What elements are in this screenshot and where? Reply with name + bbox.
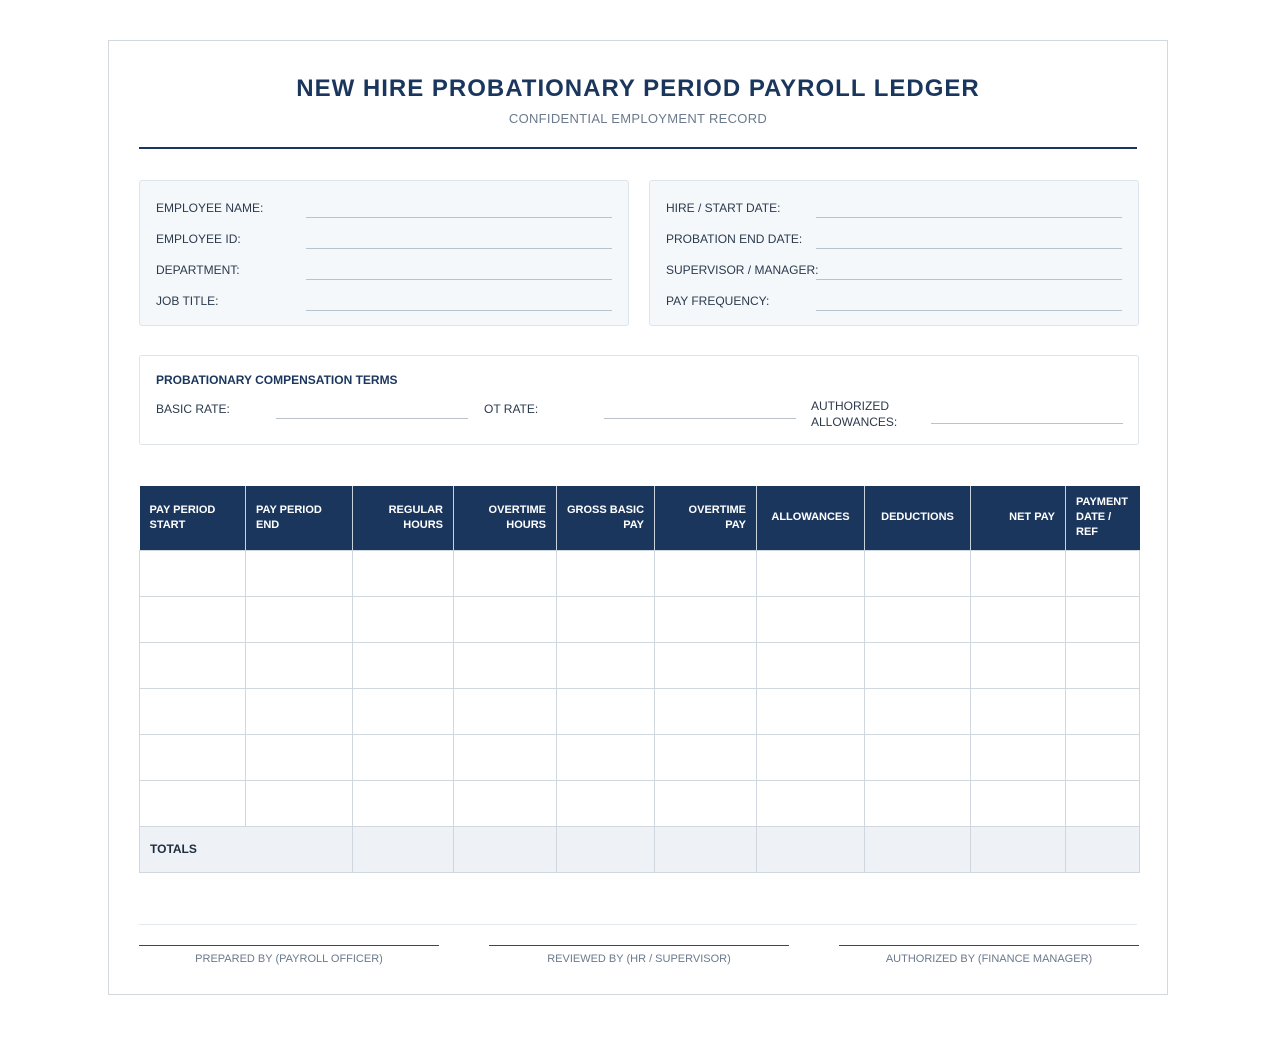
- department-label: DEPARTMENT:: [156, 263, 240, 277]
- ledger-cell[interactable]: [454, 550, 557, 596]
- col-payment-date-ref: PAYMENT DATE / REF: [1066, 486, 1140, 550]
- signature-line-authorized[interactable]: [839, 945, 1139, 946]
- ledger-cell[interactable]: [655, 550, 757, 596]
- ledger-cell[interactable]: [454, 734, 557, 780]
- totals-label: TOTALS: [140, 826, 353, 872]
- ledger-cell[interactable]: [140, 596, 246, 642]
- ledger-cell[interactable]: [557, 596, 655, 642]
- ledger-cell[interactable]: [757, 550, 865, 596]
- totals-cell[interactable]: [757, 826, 865, 872]
- compensation-terms-box: [139, 355, 1139, 445]
- col-overtime-hours: OVERTIME HOURS: [454, 486, 557, 550]
- ledger-cell[interactable]: [353, 642, 454, 688]
- totals-cell[interactable]: [557, 826, 655, 872]
- ledger-cell[interactable]: [655, 642, 757, 688]
- ledger-cell[interactable]: [865, 734, 971, 780]
- footer-divider: [139, 924, 1137, 925]
- terms-title: PROBATIONARY COMPENSATION TERMS: [156, 373, 398, 387]
- ledger-cell[interactable]: [353, 688, 454, 734]
- table-row: [140, 734, 1140, 780]
- ledger-cell[interactable]: [246, 596, 353, 642]
- pay-frequency-label: PAY FREQUENCY:: [666, 294, 770, 308]
- hire-date-row: [666, 201, 1122, 223]
- department-field[interactable]: [306, 279, 612, 280]
- col-gross-basic-pay: GROSS BASIC PAY: [557, 486, 655, 550]
- ledger-cell[interactable]: [246, 734, 353, 780]
- hire-date-field[interactable]: [816, 217, 1122, 218]
- job-title-row: [156, 294, 612, 316]
- ledger-body: [140, 550, 1140, 872]
- department-row: [156, 263, 612, 285]
- table-row: [140, 596, 1140, 642]
- ledger-cell[interactable]: [454, 596, 557, 642]
- col-net-pay: NET PAY: [971, 486, 1066, 550]
- signature-prepared: [139, 945, 439, 965]
- signature-line-prepared[interactable]: [139, 945, 439, 946]
- allowances-field[interactable]: [931, 423, 1123, 424]
- basic-rate-field[interactable]: [276, 418, 468, 419]
- ledger-cell[interactable]: [757, 596, 865, 642]
- payroll-ledger-table: [139, 486, 1140, 873]
- table-row: [140, 688, 1140, 734]
- probation-end-field[interactable]: [816, 248, 1122, 249]
- ledger-cell[interactable]: [655, 734, 757, 780]
- col-pay-period-end: PAY PERIOD END: [246, 486, 353, 550]
- ledger-cell[interactable]: [971, 688, 1066, 734]
- ot-rate-field[interactable]: [604, 418, 796, 419]
- ledger-cell[interactable]: [353, 596, 454, 642]
- ledger-cell[interactable]: [1066, 780, 1140, 826]
- ot-rate-label: OT RATE:: [484, 402, 539, 416]
- totals-row: [140, 826, 1140, 872]
- ledger-cell[interactable]: [865, 550, 971, 596]
- probation-end-label: PROBATION END DATE:: [666, 232, 803, 246]
- ledger-cell[interactable]: [865, 688, 971, 734]
- totals-cell[interactable]: [353, 826, 454, 872]
- ledger-cell[interactable]: [557, 734, 655, 780]
- supervisor-label: SUPERVISOR / MANAGER:: [666, 263, 819, 277]
- ledger-cell[interactable]: [353, 780, 454, 826]
- pay-frequency-row: [666, 294, 1122, 316]
- ledger-cell[interactable]: [1066, 642, 1140, 688]
- ledger-cell[interactable]: [454, 642, 557, 688]
- supervisor-row: [666, 263, 1122, 285]
- ledger-cell[interactable]: [1066, 734, 1140, 780]
- totals-cell[interactable]: [655, 826, 757, 872]
- col-deductions: DEDUCTIONS: [865, 486, 971, 550]
- table-row: [140, 642, 1140, 688]
- supervisor-field[interactable]: [816, 279, 1122, 280]
- ledger-cell[interactable]: [557, 642, 655, 688]
- ledger-cell[interactable]: [971, 550, 1066, 596]
- employee-id-row: [156, 232, 612, 254]
- ledger-cell[interactable]: [246, 642, 353, 688]
- employee-id-label: EMPLOYEE ID:: [156, 232, 241, 246]
- employee-info-box: [139, 180, 629, 326]
- header-divider: [139, 147, 1137, 149]
- employee-name-label: EMPLOYEE NAME:: [156, 201, 264, 215]
- totals-cell[interactable]: [1066, 826, 1140, 872]
- ledger-cell[interactable]: [655, 688, 757, 734]
- page-subtitle: CONFIDENTIAL EMPLOYMENT RECORD: [508, 111, 768, 126]
- totals-cell[interactable]: [865, 826, 971, 872]
- ledger-cell[interactable]: [140, 780, 246, 826]
- ledger-cell[interactable]: [1066, 550, 1140, 596]
- hire-date-label: HIRE / START DATE:: [666, 201, 781, 215]
- pay-frequency-field[interactable]: [816, 310, 1122, 311]
- ledger-cell[interactable]: [971, 642, 1066, 688]
- ledger-cell[interactable]: [140, 642, 246, 688]
- col-regular-hours: REGULAR HOURS: [353, 486, 454, 550]
- ledger-cell[interactable]: [246, 550, 353, 596]
- employee-id-field[interactable]: [306, 248, 612, 249]
- totals-cell[interactable]: [971, 826, 1066, 872]
- signature-authorized: [839, 945, 1139, 965]
- ledger-cell[interactable]: [454, 688, 557, 734]
- ledger-cell[interactable]: [865, 780, 971, 826]
- ledger-cell[interactable]: [1066, 596, 1140, 642]
- col-allowances: ALLOWANCES: [757, 486, 865, 550]
- ledger-cell[interactable]: [557, 780, 655, 826]
- page-title: NEW HIRE PROBATIONARY PERIOD PAYROLL LEDGER: [296, 75, 980, 102]
- ledger-cell[interactable]: [557, 550, 655, 596]
- ledger-cell[interactable]: [246, 688, 353, 734]
- employment-info-box: [649, 180, 1139, 326]
- ledger-cell[interactable]: [140, 734, 246, 780]
- ledger-cell[interactable]: [865, 642, 971, 688]
- ledger-cell[interactable]: [655, 596, 757, 642]
- ledger-sheet: [108, 40, 1168, 995]
- job-title-label: JOB TITLE:: [156, 294, 219, 308]
- ledger-cell[interactable]: [1066, 688, 1140, 734]
- table-row: [140, 550, 1140, 596]
- allowances-label-line2: ALLOWANCES:: [811, 415, 898, 429]
- ledger-cell[interactable]: [246, 780, 353, 826]
- col-overtime-pay: OVERTIME PAY: [655, 486, 757, 550]
- signature-reviewed: [489, 945, 789, 965]
- allowances-label: [811, 398, 897, 430]
- basic-rate-label: BASIC RATE:: [156, 402, 230, 416]
- signature-label-prepared: PREPARED BY (PAYROLL OFFICER): [195, 953, 383, 965]
- probation-end-row: [666, 232, 1122, 254]
- col-pay-period-start: PAY PERIOD START: [140, 486, 246, 550]
- ledger-cell[interactable]: [140, 688, 246, 734]
- ledger-cell[interactable]: [757, 642, 865, 688]
- job-title-field[interactable]: [306, 310, 612, 311]
- ledger-cell[interactable]: [140, 550, 246, 596]
- ledger-cell[interactable]: [971, 734, 1066, 780]
- ledger-cell[interactable]: [353, 550, 454, 596]
- ledger-cell[interactable]: [557, 688, 655, 734]
- table-row: [140, 780, 1140, 826]
- ledger-cell[interactable]: [353, 734, 454, 780]
- employee-name-row: [156, 201, 612, 223]
- ledger-cell[interactable]: [971, 780, 1066, 826]
- ledger-cell[interactable]: [971, 596, 1066, 642]
- signature-line-reviewed[interactable]: [489, 945, 789, 946]
- ledger-cell[interactable]: [655, 780, 757, 826]
- ledger-cell[interactable]: [454, 780, 557, 826]
- totals-cell[interactable]: [454, 826, 557, 872]
- ledger-cell[interactable]: [757, 734, 865, 780]
- allowances-label-line1: AUTHORIZED: [811, 399, 889, 413]
- ledger-cell[interactable]: [865, 596, 971, 642]
- ledger-cell[interactable]: [757, 780, 865, 826]
- signature-label-authorized: AUTHORIZED BY (FINANCE MANAGER): [885, 953, 1093, 965]
- ledger-cell[interactable]: [757, 688, 865, 734]
- employee-name-field[interactable]: [306, 217, 612, 218]
- ledger-header-row: [140, 486, 1140, 550]
- signature-label-reviewed: REVIEWED BY (HR / SUPERVISOR): [547, 953, 731, 965]
